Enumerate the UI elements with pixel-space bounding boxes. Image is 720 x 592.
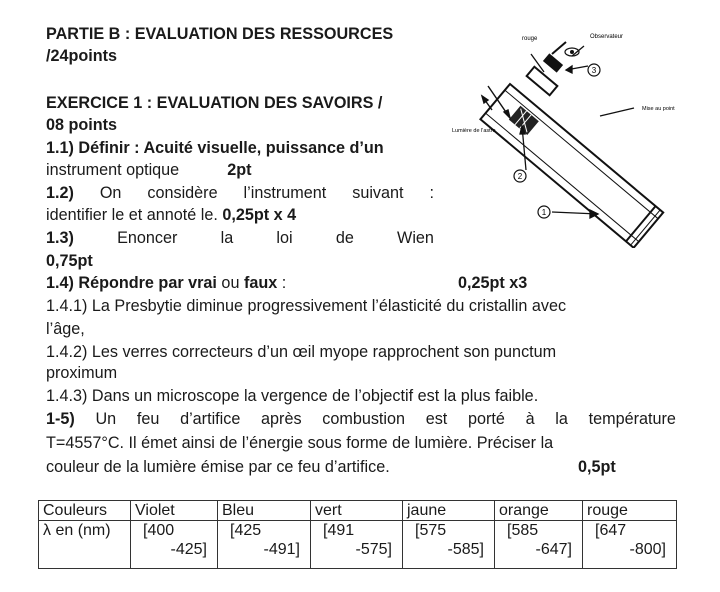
q1-4-1: 1.4.1) La Presbytie diminue progressivement l’élasticité du cristallin avec (46, 297, 567, 315)
q1-1-points: 2pt (227, 161, 252, 179)
part-points: /24points (46, 47, 118, 65)
table-cell (403, 521, 495, 569)
table-col-header: Violet (131, 501, 218, 521)
range-end: -585] (447, 541, 484, 558)
q1-5-word: après (261, 410, 302, 428)
table-col-header: Bleu (218, 501, 311, 521)
q1-1-text: 1.1) Définir : Acuité visuelle, puissance d’un (46, 139, 384, 157)
q1-5-line3 (46, 457, 676, 477)
table-col-header: jaune (403, 501, 495, 521)
telescope-tube (480, 84, 663, 248)
part-heading: PARTIE B : EVALUATION DES RESSOURCES (46, 25, 394, 43)
q1-5-word: température (588, 410, 676, 428)
q1-5-line2: T=4557°C. Il émet ainsi de l’énergie sous forme de lumière. Préciser la (46, 434, 554, 452)
q1-2-word: l’instrument (243, 184, 327, 202)
table-row (39, 521, 677, 569)
question-1-1 (46, 138, 384, 158)
q1-3-word: Wien (397, 229, 434, 247)
range-end: -491] (263, 541, 300, 558)
q1-4-vrai: vrai (188, 274, 217, 292)
q1-3-word: la (220, 229, 234, 247)
table-col-header: vert (311, 501, 403, 521)
label-observateur: Observateur (590, 34, 624, 40)
exercise-title: EXERCICE 1 : EVALUATION DES SAVOIRS / (46, 94, 383, 112)
q1-2-word: 1.2) (46, 184, 74, 202)
question-1-2-cont (46, 205, 296, 225)
q1-2-text-b: identifier le et annoté le. (46, 206, 218, 224)
marker-3-label: 3 (591, 66, 597, 75)
range-start: [400 (143, 522, 175, 539)
label-leaders (517, 46, 634, 218)
label-rouge: rouge (522, 36, 538, 42)
q1-4-colon: : (277, 274, 287, 292)
q1-5-line3-text: couleur de la lumière émise par ce feu d’artifice. (46, 458, 390, 476)
marker-2-label: 2 (517, 172, 523, 181)
q1-5-points: 0,5pt (578, 458, 616, 476)
q1-2-word: On (99, 184, 122, 202)
q1-4-points: 0,25pt x3 (458, 274, 528, 292)
range-start: [491 (323, 522, 355, 539)
question-1-3 (46, 228, 434, 248)
table-cell (131, 521, 218, 569)
q1-5-label: 1-5) (46, 410, 75, 428)
table-cell (583, 521, 677, 569)
q1-2-word: considère (147, 184, 218, 202)
q1-3-word: Enoncer (117, 229, 178, 247)
q1-3-word: 1.3) (46, 229, 74, 247)
q1-2-points: 0,25pt x 4 (222, 206, 297, 224)
q1-5-word: feu (136, 410, 160, 428)
table-cell (495, 521, 583, 569)
q1-5-word: combustion (322, 410, 406, 428)
range-start: [575 (415, 522, 447, 539)
range-start: [647 (595, 522, 627, 539)
q1-3-word: de (335, 229, 354, 247)
q1-4-prefix: 1.4) Répondre par (46, 274, 189, 292)
table-row-header: Couleurs (39, 501, 131, 521)
question-1-4 (46, 273, 586, 293)
range-start: [425 (230, 522, 262, 539)
exercise-points: 08 points (46, 116, 118, 134)
q1-4-ou: ou (216, 274, 244, 292)
q1-2-word: : (429, 184, 434, 202)
q1-5-word: porté (468, 410, 505, 428)
marker-3 (588, 64, 600, 76)
q1-5-word: est (425, 410, 448, 428)
question-1-1-cont (46, 160, 251, 180)
range-end: -800] (629, 541, 666, 558)
range-start: [585 (507, 522, 539, 539)
marker-1-label: 1 (541, 208, 547, 217)
table-row-label: λ en (nm) (39, 521, 131, 569)
color-wavelength-table (38, 500, 677, 569)
q1-3-points: 0,75pt (46, 252, 93, 270)
range-end: -575] (355, 541, 392, 558)
question-1-2 (46, 183, 434, 203)
table-header-row (39, 501, 677, 521)
question-1-5 (46, 409, 676, 429)
range-end: -425] (170, 541, 207, 558)
q1-5-word: d’artifice (180, 410, 241, 428)
q1-3-word: loi (276, 229, 293, 247)
q1-2-word: suivant (352, 184, 404, 202)
label-lumiere-astre: Lumière de l'astre (452, 128, 496, 134)
range-end: -647] (535, 541, 572, 558)
q1-4-2: 1.4.2) Les verres correcteurs d’un œil myope rapprochent son punctum (46, 343, 557, 361)
q1-5-word: à (525, 410, 535, 428)
q1-5-word: Un (95, 410, 117, 428)
marker-2 (514, 170, 526, 182)
q1-4-3: 1.4.3) Dans un microscope la vergence de l’objectif est la plus faible. (46, 387, 539, 405)
q1-5-word: la (555, 410, 568, 428)
label-mise-au-point: Mise au point (642, 106, 675, 112)
q1-4-2-cont: proximum (46, 364, 118, 382)
table-col-header: rouge (583, 501, 677, 521)
table-col-header: orange (495, 501, 583, 521)
q1-1-text-b: instrument optique (46, 161, 180, 179)
q1-4-faux: faux (243, 274, 278, 292)
table-cell (218, 521, 311, 569)
table-cell (311, 521, 403, 569)
marker-1 (538, 206, 550, 218)
telescope-diagram (448, 26, 712, 248)
q1-4-1-cont: l’âge, (46, 320, 85, 338)
eyepiece (527, 42, 566, 95)
